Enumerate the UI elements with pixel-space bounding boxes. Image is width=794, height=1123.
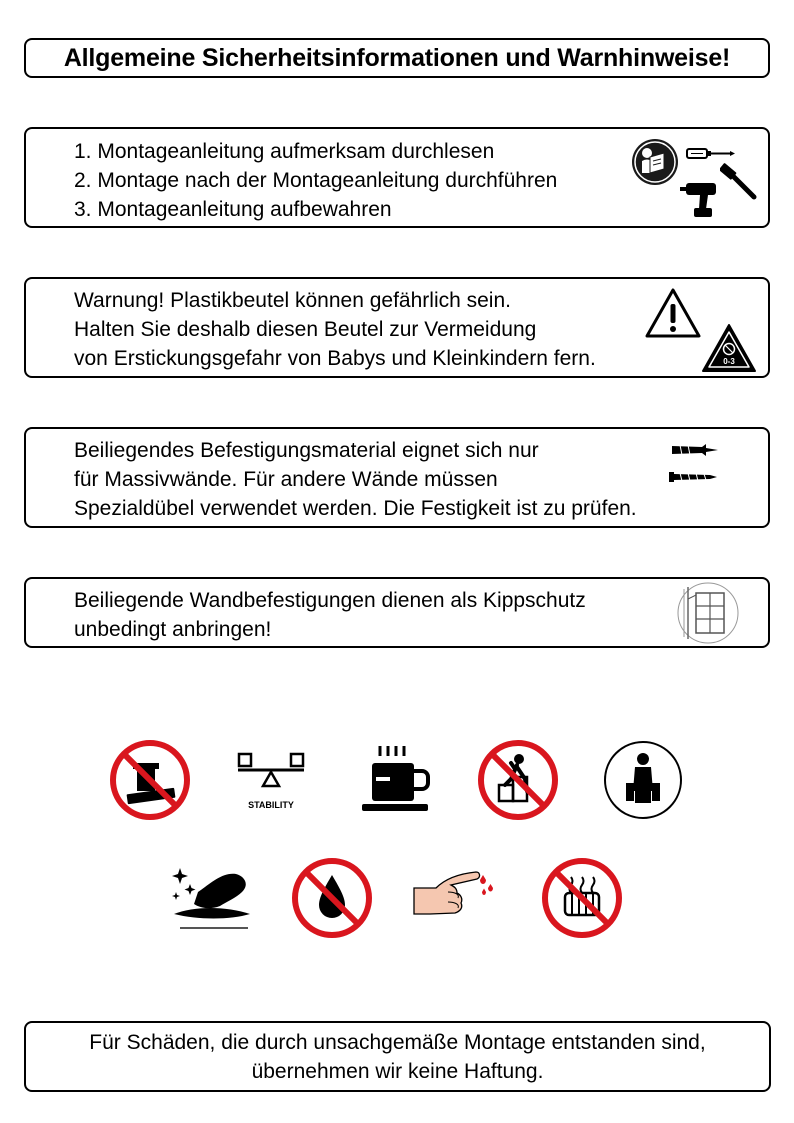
no-climbing-icon: [477, 739, 559, 821]
drill-icon: [680, 179, 724, 219]
wall-plug-icon: [670, 443, 720, 457]
assembly-instructions-text: [74, 137, 557, 224]
fastening-line-3: Spezialdübel verwendet werden. Die Festigkeit ist zu prüfen.: [74, 497, 637, 520]
plastic-bag-warning-text: [74, 286, 596, 373]
screw-icon: [668, 471, 718, 483]
liability-disclaimer-box: [24, 1021, 771, 1092]
instruction-line-3: 3. Montageanleitung aufbewahren: [74, 198, 392, 221]
tip-over-line-1: Beiliegende Wandbefestigungen dienen als Kippschutz: [74, 589, 586, 612]
fastening-line-1: Beiliegendes Befestigungsmaterial eignet sich nur: [74, 439, 539, 462]
finger-pinch-icon: [410, 866, 496, 930]
clean-wipe-icon: [170, 862, 256, 938]
age-label: 0-3: [723, 357, 735, 366]
tip-over-line-2: unbedingt anbringen!: [74, 618, 272, 641]
no-sitting-icon: [602, 739, 684, 821]
stability-balance-icon: [230, 748, 312, 814]
stability-label: STABILITY: [248, 800, 294, 810]
tip-over-text: [74, 586, 586, 644]
disclaimer-line-1: Für Schäden, die durch unsachgemäße Montage entstanden sind,: [89, 1030, 706, 1054]
assembly-instructions-box: [24, 127, 770, 228]
plastic-bag-warning-box: [24, 277, 770, 378]
instruction-line-1: 1. Montageanleitung aufmerksam durchlesen: [74, 140, 495, 163]
page-title: Allgemeine Sicherheitsinformationen und Warnhinweise!: [24, 38, 770, 78]
no-heat-radiator-icon: [541, 857, 623, 939]
warning-triangle-icon: [644, 287, 702, 339]
no-heavy-load-icon: [109, 739, 191, 821]
tip-over-protection-box: [24, 577, 770, 648]
shelf-wall-mount-icon: [676, 581, 740, 645]
warning-line-2: Halten Sie deshalb diesen Beutel zur Vermeidung: [74, 318, 537, 341]
fastening-line-2: für Massivwände. Für andere Wände müssen: [74, 468, 498, 491]
warning-line-1: Warnung! Plastikbeutel können gefährlich sein.: [74, 289, 511, 312]
fastening-material-text: [74, 436, 637, 523]
hammer-icon: [720, 163, 760, 203]
screwdriver-icon: [686, 145, 736, 163]
instruction-line-2: 2. Montage nach der Montageanleitung durchführen: [74, 169, 558, 192]
disclaimer-line-2: übernehmen wir keine Haftung.: [251, 1059, 544, 1083]
no-liquid-icon: [291, 857, 373, 939]
warning-line-3: von Erstickungsgefahr von Babys und Kleinkindern fern.: [74, 347, 596, 370]
hot-drink-icon: [358, 743, 432, 815]
age-warning-icon: [701, 323, 757, 375]
fastening-material-box: [24, 427, 770, 528]
read-manual-icon: [630, 137, 680, 187]
